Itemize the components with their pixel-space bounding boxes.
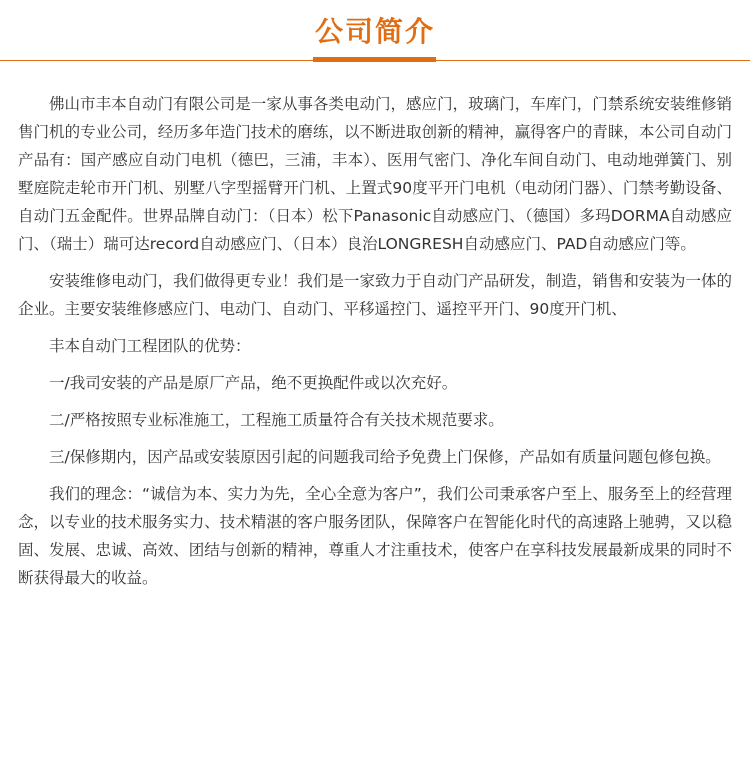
advantage-item-1: 一/我司安装的产品是原厂产品，绝不更换配件或以次充好。 <box>49 374 458 392</box>
advantage-item-3: 三/保修期内，因产品或安装原因引起的问题我司给予免费上门保修，产品如有质量问题包修包换。 <box>49 448 721 466</box>
company-intro-body <box>18 90 732 601</box>
title-underline-accent <box>313 57 436 62</box>
advantage-item-2: 二/严格按照专业标准施工，工程施工质量符合有关技术规范要求。 <box>49 411 504 429</box>
page-title: 公司简介 <box>314 15 435 48</box>
intro-paragraph: 佛山市丰本自动门有限公司是一家从事各类电动门，感应门，玻璃门，车库门，门禁系统安装维修销售门机的专业公司，经历多年造门技术的磨练，以不断进取创新的精神，赢得客户的青睐，本公司自动门产品有：国产感应自动门电机（德巴，三浦，丰本）、医用气密门、净化车间自动门、电动地弹簧门、别墅庭院走轮市开门机、别墅八字型摇臂开门机、上置式90度平开门电机（电动闭门器）、门禁考勤设备、自动门五金配件。世界品牌自动门：（日本）松下Panasonic自动感应门、（德国）多玛DORMA自动感应门、（瑞士）瑞可达record自动感应门、（日本）良治LONGRESH自动感应门、PAD自动感应门等。 <box>18 95 732 253</box>
advantages-heading: 丰本自动门工程团队的优势： <box>49 337 251 355</box>
philosophy-paragraph: 我们的理念：“诚信为本、实力为先，全心全意为客户”，我们公司秉承客户至上、服务至上的经营理念，以专业的技术服务实力、技术精湛的客户服务团队，保障客户在智能化时代的高速路上驰骋，又以稳固、发展、忠诚、高效、团结与创新的精神，尊重人才注重技术，使客户在享科技发展最新成果的同时不断获得最大的收益。 <box>18 485 732 587</box>
services-paragraph: 安装维修电动门，我们做得更专业！我们是一家致力于自动门产品研发，制造，销售和安装为一体的企业。主要安装维修感应门、电动门、自动门、平移遥控门、遥控平开门、90度开门机、 <box>18 272 732 318</box>
section-header <box>0 0 750 64</box>
